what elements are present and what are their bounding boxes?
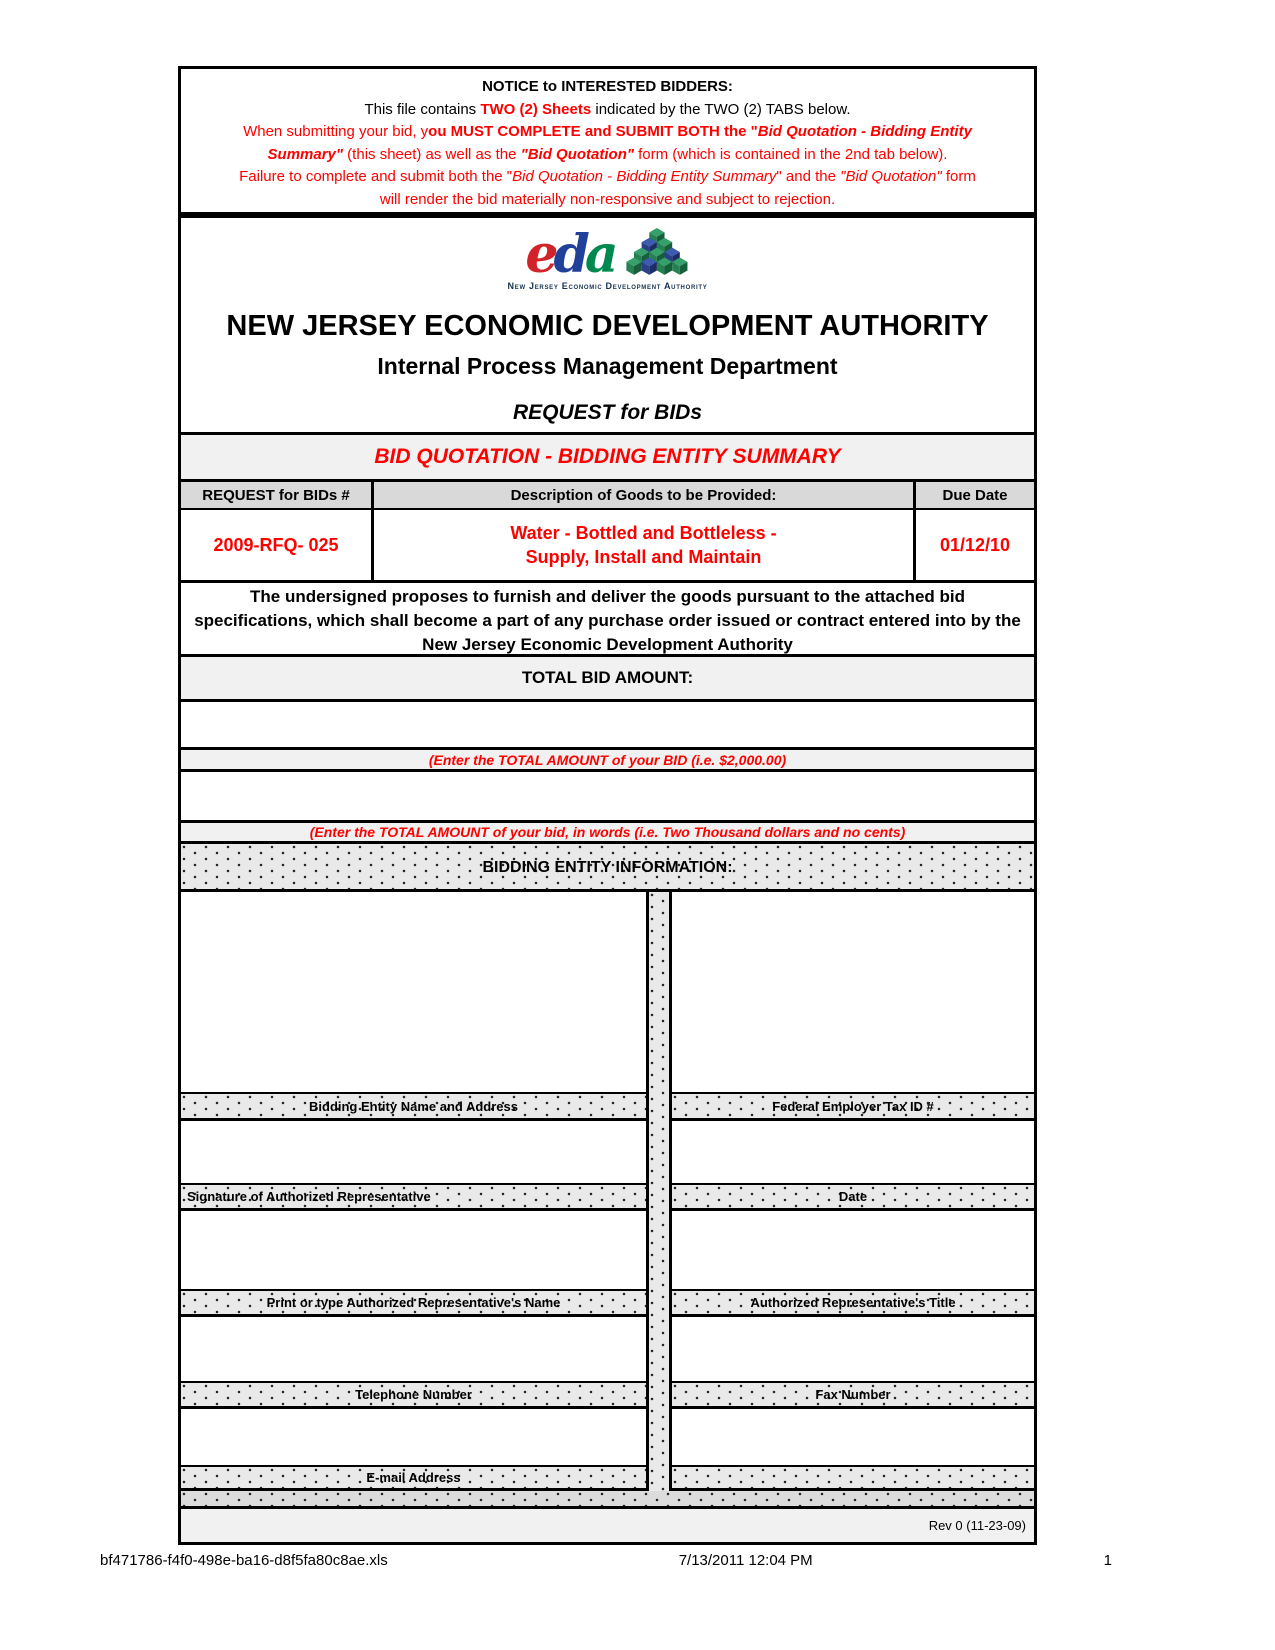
notice-segment: form (which is contained in the 2nd tab below).: [633, 145, 948, 163]
eda-logo: [181, 218, 1034, 303]
notice-segment: Bid Quotation - Bidding Entity: [757, 123, 972, 140]
bottom-dotted-strip: [181, 1491, 1034, 1509]
fax-number-input[interactable]: [669, 1317, 1034, 1381]
notice-segment: Summary": [267, 145, 344, 163]
notice-line-3: [181, 121, 1034, 144]
due-date: 01/12/10: [939, 535, 1011, 555]
email-address-label: E-mail Address: [181, 1465, 649, 1491]
federal-tax-id-input[interactable]: [669, 892, 1034, 1092]
unlabeled-right-label: [669, 1465, 1034, 1491]
bidding-entity-name-address-input[interactable]: [181, 892, 649, 1092]
undersigned-statement: The undersigned proposes to furnish and deliver the goods pursuant to the attached bid specifications, which shall become a part of any purchase order issued or contract entered into by the New Jersey Economic Development Authority: [181, 580, 1034, 654]
bid-table-row: [181, 510, 1034, 580]
signature-input[interactable]: [181, 1121, 649, 1183]
col-header-description: Description of Goods to be Provided:: [371, 482, 916, 510]
footer-datetime: 7/13/2011 12:04 PM: [678, 1552, 813, 1569]
telephone-number-input[interactable]: [181, 1317, 649, 1381]
bidding-entity-name-address-label: Bidding Entity Name and Address: [181, 1092, 649, 1121]
total-bid-amount-input[interactable]: [181, 702, 1034, 747]
entity-right-column: [669, 892, 1034, 1491]
notice-line-6: will render the bid materially non-responsive and subject to rejection.: [379, 190, 836, 208]
telephone-number-label: Telephone Number: [181, 1381, 649, 1409]
col-header-rfq: REQUEST for BIDs #: [181, 482, 371, 510]
notice-segment: When submitting your bid, y: [243, 123, 429, 140]
notice-segment: indicated by the TWO (2) TABS below.: [591, 100, 851, 118]
total-bid-words-input[interactable]: [181, 772, 1034, 820]
representative-title-label: Authorized Representative's Title: [669, 1289, 1034, 1317]
date-label: Date: [669, 1183, 1034, 1211]
notice-segment: This file contains: [364, 100, 481, 118]
total-bid-amount-hint: (Enter the TOTAL AMOUNT of your BID (i.e. $2,000.00): [181, 747, 1034, 772]
department-title: Internal Process Management Department: [377, 353, 838, 379]
notice-segment: ou MUST COMPLETE and SUBMIT BOTH the ": [428, 123, 758, 140]
notice-segment: "Bid Quotation": [840, 168, 942, 185]
fax-number-label: Fax Number: [669, 1381, 1034, 1409]
eda-cubes-icon: [626, 228, 690, 276]
email-address-input[interactable]: [181, 1409, 649, 1465]
signature-label: Signature of Authorized Representative: [181, 1183, 649, 1211]
federal-tax-id-label: Federal Employer Tax ID #: [669, 1092, 1034, 1121]
logo-letter-d: d: [553, 224, 585, 286]
bid-table-header: [181, 482, 1034, 510]
unlabeled-right-input[interactable]: [669, 1409, 1034, 1465]
revision-band: [181, 1509, 1034, 1542]
notice-line-4: [181, 144, 1034, 167]
page-footer: [0, 1552, 1275, 1569]
footer-page-number: 1: [1103, 1552, 1112, 1569]
entity-info-grid: [181, 892, 1034, 1491]
goods-description-line1: Water - Bottled and Bottleless -: [510, 523, 777, 543]
notice-segment: form: [941, 168, 976, 185]
entity-left-column: [181, 892, 649, 1491]
notice-title: NOTICE to INTERESTED BIDDERS:: [482, 78, 733, 95]
representative-name-input[interactable]: [181, 1211, 649, 1289]
date-input[interactable]: [669, 1121, 1034, 1183]
notice-line-2: [181, 99, 1034, 122]
entity-column-gutter: [649, 892, 669, 1491]
rfq-number: 2009-RFQ- 025: [213, 535, 339, 555]
representative-name-label: Print or type Authorized Representative's Name: [181, 1289, 649, 1317]
logo-letter-a: a: [584, 224, 614, 286]
goods-description: [371, 510, 916, 580]
logo-letter-e: e: [525, 224, 554, 286]
notice-line-5: [181, 166, 1034, 189]
revision-text: Rev 0 (11-23-09): [928, 1518, 1026, 1533]
bidding-entity-section-title: BIDDING ENTITY INFORMATION:: [181, 844, 1034, 892]
doc-type-title: REQUEST for BIDs: [512, 401, 703, 424]
eda-wordmark: [525, 224, 614, 286]
notice-segment: Failure to complete and submit both the ": [239, 168, 513, 185]
notice-box: [178, 66, 1037, 215]
org-title: NEW JERSEY ECONOMIC DEVELOPMENT AUTHORITY: [226, 310, 989, 342]
notice-segment: Bid Quotation - Bidding Entity Summary: [512, 168, 777, 185]
notice-segment: "Bid Quotation": [520, 145, 634, 163]
footer-filename: bf471786-f4f0-498e-ba16-d8f5fa80c8ae.xls: [100, 1552, 388, 1569]
notice-segment: " and the: [776, 168, 841, 185]
notice-segment: TWO (2) Sheets: [480, 100, 592, 118]
total-bid-amount-label: TOTAL BID AMOUNT:: [181, 654, 1034, 702]
notice-segment: (this sheet) as well as the: [343, 145, 521, 163]
form-title: BID QUOTATION - BIDDING ENTITY SUMMARY: [181, 432, 1034, 482]
total-bid-words-hint: (Enter the TOTAL AMOUNT of your bid, in words (i.e. Two Thousand dollars and no cents): [181, 820, 1034, 844]
representative-title-input[interactable]: [669, 1211, 1034, 1289]
eda-logo-caption: New Jersey Economic Development Authority: [507, 281, 708, 291]
col-header-due-date: Due Date: [916, 482, 1034, 510]
bid-form: [178, 215, 1037, 1545]
goods-description-line2: Supply, Install and Maintain: [525, 547, 762, 567]
